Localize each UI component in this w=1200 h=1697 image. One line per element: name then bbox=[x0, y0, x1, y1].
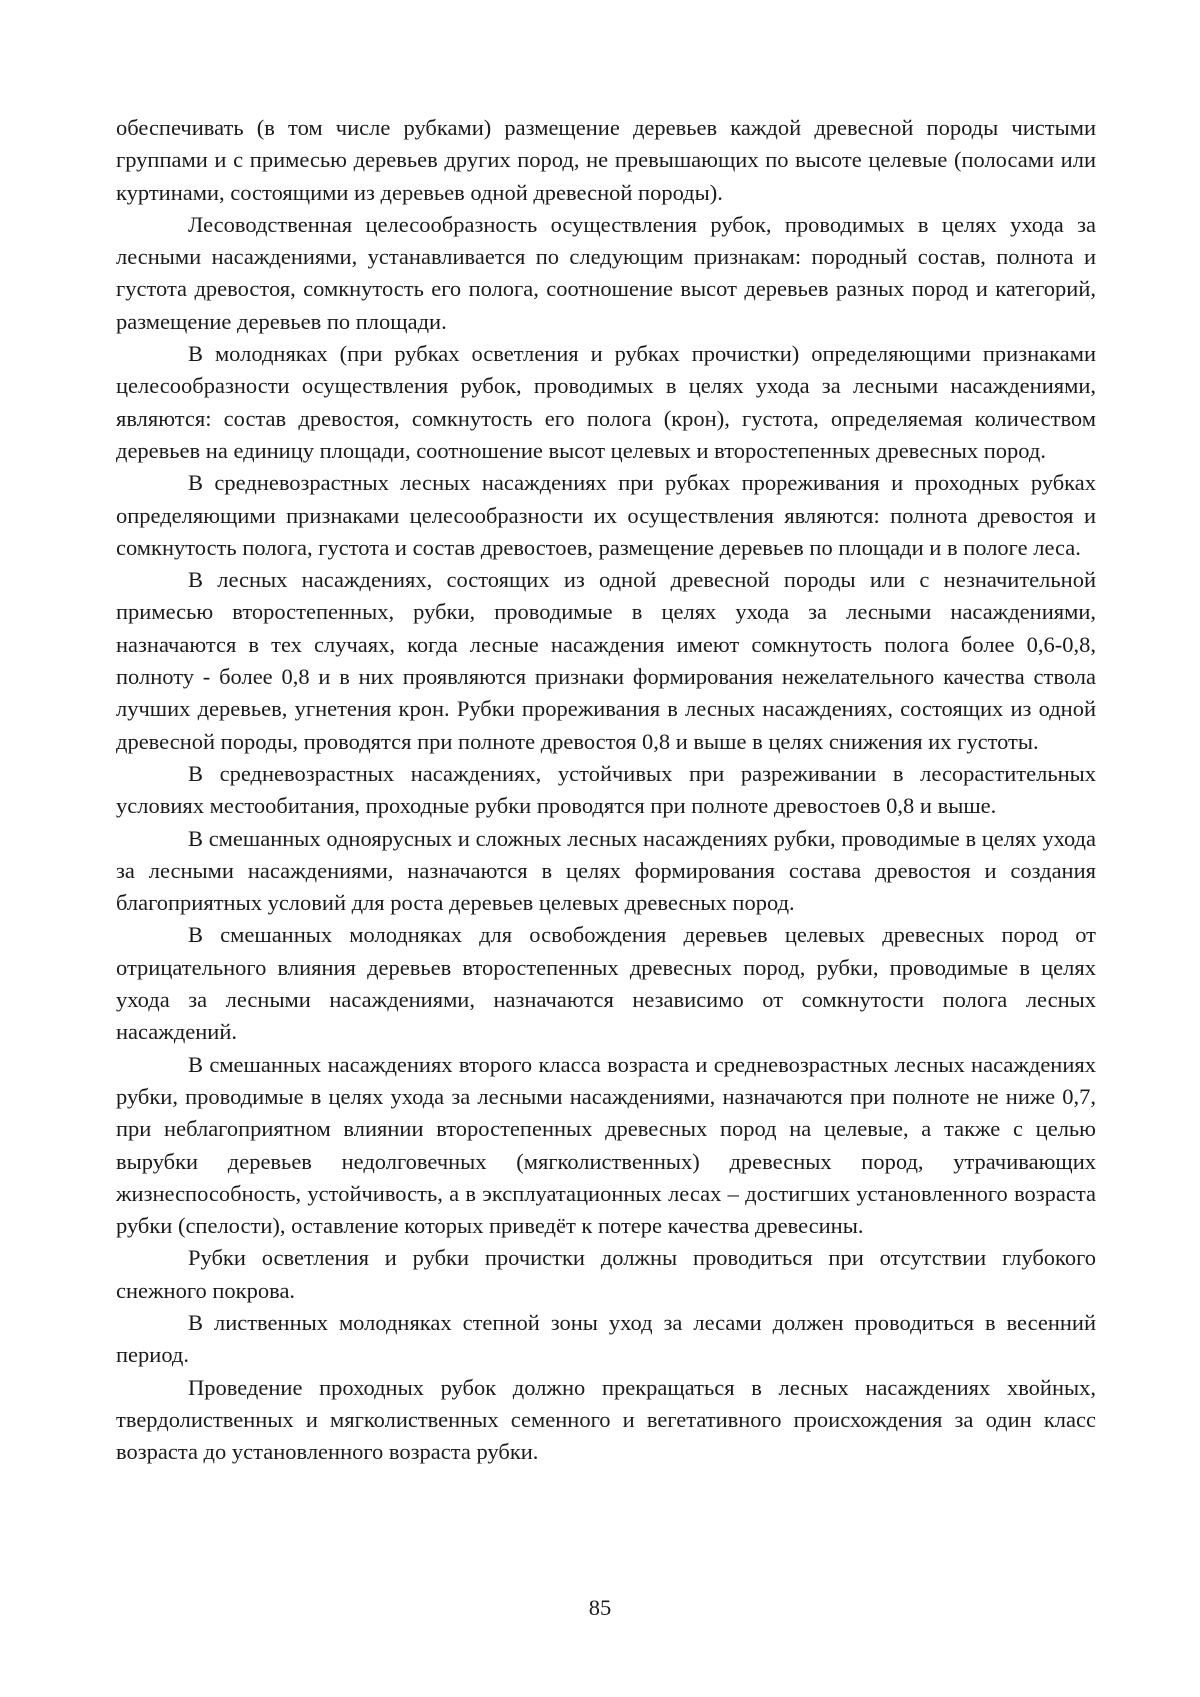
paragraph: Рубки осветления и рубки прочистки должны проводиться при отсутствии глубокого снежного покрова. bbox=[116, 1245, 1096, 1303]
paragraph: В средневозрастных насаждениях, устойчивых при разреживании в лесорастительных условиях местообитания, проходные рубки проводятся при полноте древостоев 0,8 и выше. bbox=[116, 760, 1096, 819]
paragraph: В лесных насаждениях, состоящих из одной древесной породы или с незначительной примесью второстепенных, рубки, проводимые в целях ухода за лесными насаждениями, назначаются в тех случаях, когда лесные насаждения имеют сомкнутость полога более 0,6-0,8, полноту - более 0,8 и в них проявляются признаки формирования нежелательного качества ствола лучших деревьев, угнетения крон. Рубки прореживания в лесных насаждениях, состоящих из одной древесной породы, проводятся при полноте древостоя 0,8 и выше в целях снижения их густоты. bbox=[116, 567, 1096, 754]
paragraph: В смешанных молодняках для освобождения деревьев целевых древесных пород от отрицательного влияния деревьев второстепенных древесных пород, рубки, проводимые в целях ухода за лесными насаждениями, назначаются независимо от сомкнутости полога лесных насаждений. bbox=[116, 922, 1096, 1045]
document-body bbox=[116, 112, 1096, 1468]
paragraph: Лесоводственная целесообразность осуществления рубок, проводимых в целях ухода за лесными насаждениями, устанавливается по следующим признакам: породный состав, полнота и густота древостоя, сомкнутость его полога, соотношение высот деревьев разных пород и категорий, размещение деревьев по площади. bbox=[116, 211, 1096, 334]
paragraph: В молодняках (при рубках осветления и рубках прочистки) определяющими признаками целесообразности осуществления рубок, проводимых в целях ухода за лесными насаждениями, являются: состав древостоя, сомкнутость его полога (крон), густота, определяемая количеством деревьев на единицу площади, соотношение высот целевых и второстепенных древесных пород. bbox=[116, 341, 1096, 463]
paragraph: Проведение проходных рубок должно прекращаться в лесных насаждениях хвойных, твердолиственных и мягколиственных семенного и вегетативного происхождения за один класс возраста до установленного возраста рубки. bbox=[116, 1374, 1096, 1465]
paragraph: В смешанных одноярусных и сложных лесных насаждениях рубки, проводимые в целях ухода за лесными насаждениями, назначаются в целях формирования состава древостоя и создания благоприятных условий для роста деревьев целевых древесных пород. bbox=[116, 825, 1096, 916]
paragraph: В смешанных насаждениях второго класса возраста и средневозрастных лесных насаждениях рубки, проводимые в целях ухода за лесными насаждениями, назначаются при полноте не ниже 0,7, при неблагоприятном влиянии второстепенных древесных пород на целевые, а также с целью вырубки деревьев недолговечных (мягколиственных) древесных пород, утрачивающих жизнеспособность, устойчивость, а в эксплуатационных лесах – достигших установленного возраста рубки (спелости), оставление которых приведёт к потере качества древесины. bbox=[116, 1051, 1096, 1239]
paragraph: В средневозрастных лесных насаждениях при рубках прореживания и проходных рубках определяющими признаками целесообразности их осуществления являются: полнота древостоя и сомкнутость полога, густота и состав древостоев, размещение деревьев по площади и в пологе леса. bbox=[116, 470, 1096, 560]
paragraph-continuation: обеспечивать (в том числе рубками) размещение деревьев каждой древесной породы чистыми группами и с примесью деревьев других пород, не превышающих по высоте целевые (полосами или куртинами, состоящими из деревьев одной древесной породы). bbox=[116, 115, 1096, 205]
page-number: 85 bbox=[588, 1595, 612, 1620]
paragraph: В лиственных молодняках степной зоны уход за лесами должен проводиться в весенний период. bbox=[116, 1309, 1096, 1368]
